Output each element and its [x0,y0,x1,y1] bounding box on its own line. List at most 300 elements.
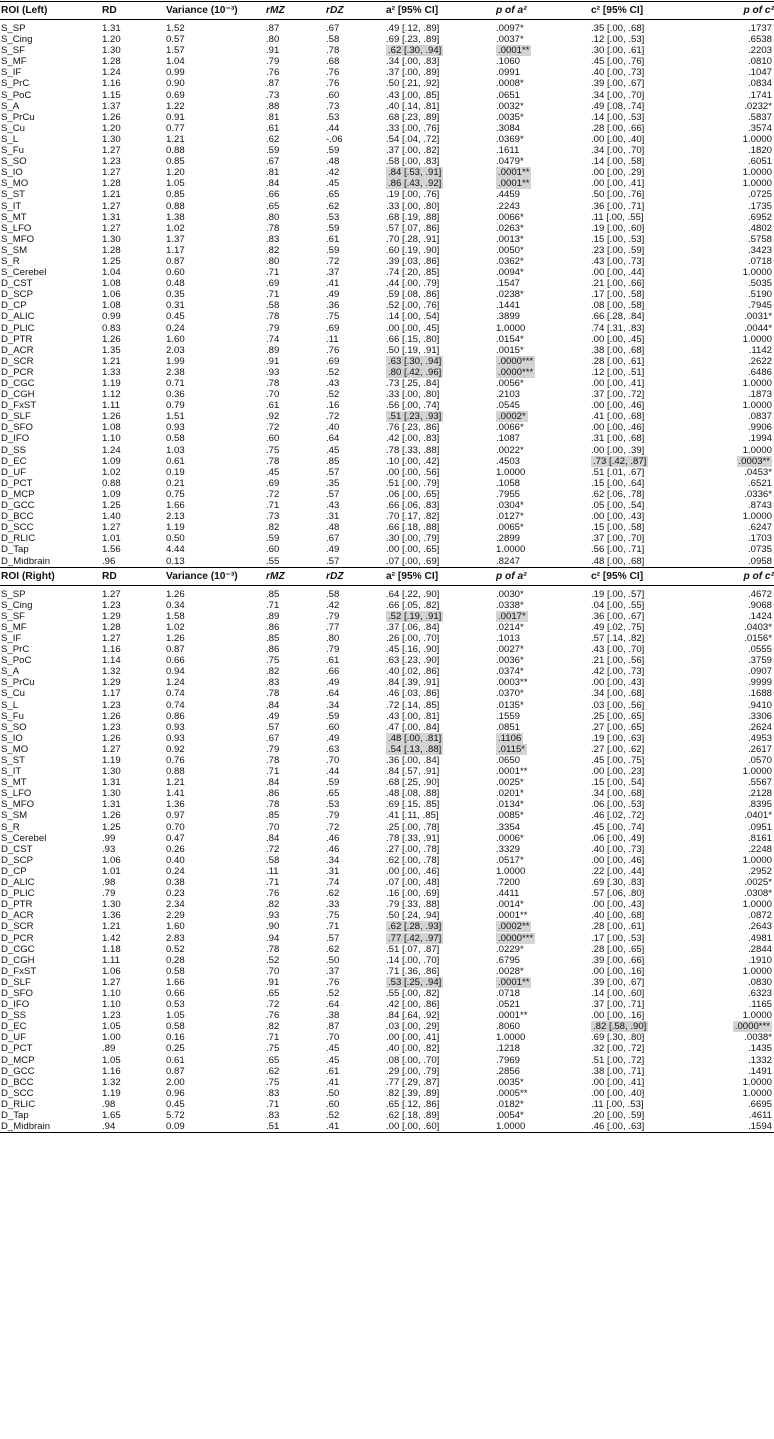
cell-p-a2 [495,921,590,932]
cell-a2-ci [385,977,495,988]
table-row [0,522,774,533]
cell-value: .64 [326,688,340,700]
cell-c2-ci [590,189,704,200]
cell-c2-ci [590,999,704,1010]
cell-rd [101,500,165,511]
cell-value: S_MF [1,56,27,68]
cell-roi [0,644,101,655]
cell-value: S_PrC [1,644,30,656]
cell-rmz [265,888,325,899]
cell-rdz [325,611,385,622]
cell-value: 1.25 [102,255,121,267]
cell-p-c2 [704,123,774,134]
cell-rmz [265,378,325,389]
cell-value: 0.34 [166,599,185,611]
cell-p-a2 [495,933,590,944]
cell-value: 1.0000 [742,333,772,345]
cell-rd [101,944,165,955]
table-row [0,888,774,899]
cell-variance [165,766,265,777]
cell-variance [165,988,265,999]
cell-value: .0517* [496,854,524,866]
cell-rdz [325,522,385,533]
cell-value: .87 [326,1021,340,1033]
cell-value: 1.0000 [742,1010,772,1022]
cell-value: D_PTR [1,899,33,911]
cell-c2-ci [590,201,704,212]
cell-roi [0,777,101,788]
cell-value: 0.28 [166,954,185,966]
cell-p-c2 [704,844,774,855]
cell-c2-ci [590,1021,704,1032]
cell-value: 1.09 [102,488,121,500]
cell-value: S_PrCu [1,111,35,123]
cell-value: S_MT [1,777,27,789]
cell-value: 1.09 [102,455,121,467]
table-row [0,622,774,633]
cell-rd [101,156,165,167]
cell-roi [0,56,101,67]
cell-value: .96 [102,555,116,567]
cell-c2-ci [590,134,704,145]
cell-value: .1703 [747,533,772,545]
cell-value: 1.21 [166,777,185,789]
cell-value: .28 [.00, .66] [591,122,645,134]
cell-value: .78 [.33, .88] [386,444,440,456]
cell-rmz [265,1066,325,1077]
cell-a2-ci [385,1066,495,1077]
cell-rmz [265,1121,325,1133]
cell-a2-ci [385,134,495,145]
cell-value: 0.36 [166,389,185,401]
cell-value: .23 [.00, .59] [591,244,645,256]
cell-value: .67 [266,156,280,168]
cell-rd [101,300,165,311]
column-header-rd: RD [101,2,165,20]
cell-c2-ci [590,145,704,156]
cell-variance [165,755,265,766]
cell-rmz [265,67,325,78]
table-row [0,910,774,921]
cell-value: 0.86 [166,710,185,722]
cell-value: D_FxST [1,965,37,977]
cell-value: 1.05 [102,1021,121,1033]
cell-c2-ci [590,356,704,367]
table-row [0,134,774,145]
cell-a2-ci [385,311,495,322]
cell-variance [165,877,265,888]
cell-value: .0338* [496,599,524,611]
cell-value: .15 [.00, .64] [591,477,645,489]
cell-roi [0,544,101,555]
cell-value: .76 [326,344,340,356]
cell-value: .60 [326,89,340,101]
cell-roi [0,556,101,568]
cell-value: 1.0000 [742,133,772,145]
cell-a2-ci [385,1043,495,1054]
cell-c2-ci [590,688,704,699]
cell-value: D_ALIC [1,877,35,889]
table-row [0,722,774,733]
cell-value: .0263* [496,222,524,234]
column-header-rd: RD [101,567,165,585]
cell-p-a2 [495,977,590,988]
cell-rmz [265,955,325,966]
cell-value: .79 [326,610,340,622]
cell-a2-ci [385,677,495,688]
cell-a2-ci [385,888,495,899]
cell-variance [165,810,265,821]
cell-c2-ci [590,799,704,810]
column-header-rmz: rMZ [265,567,325,585]
cell-rmz [265,622,325,633]
cell-value: D_PLIC [1,322,35,334]
cell-value: .37 [.00, .72] [591,389,645,401]
cell-rd [101,722,165,733]
cell-rdz [325,345,385,356]
cell-value: .0038* [744,1032,772,1044]
cell-rdz [325,711,385,722]
cell-a2-ci [385,45,495,56]
cell-value: .60 [.19, .90] [386,244,440,256]
table-row [0,478,774,489]
cell-c2-ci [590,289,704,300]
cell-a2-ci [385,1055,495,1066]
cell-value: .69 [.30, .83] [591,877,645,889]
cell-c2-ci [590,988,704,999]
table-row [0,788,774,799]
cell-rdz [325,822,385,833]
cell-a2-ci [385,1077,495,1088]
cell-value: .0951 [747,821,772,833]
cell-value: S_IF [1,632,22,644]
cell-value: .2203 [747,45,772,57]
table-row [0,234,774,245]
cell-rdz [325,877,385,888]
cell-p-c2 [704,944,774,955]
cell-value: .52 [326,389,340,401]
cell-rdz [325,278,385,289]
cell-rd [101,1055,165,1066]
cell-value: .72 [266,843,280,855]
cell-value: .0115* [498,743,526,755]
cell-rdz [325,267,385,278]
cell-value: D_SS [1,1010,27,1022]
cell-rmz [265,977,325,988]
cell-rd [101,356,165,367]
cell-value: D_PLIC [1,888,35,900]
cell-rmz [265,45,325,56]
cell-p-a2 [495,655,590,666]
cell-roi [0,677,101,688]
cell-rd [101,20,165,35]
cell-value: D_PCR [1,932,34,944]
table-row [0,367,774,378]
cell-value: .6051 [747,156,772,168]
cell-p-a2 [495,733,590,744]
cell-rdz [325,34,385,45]
cell-value: 1.21 [102,189,121,201]
cell-value: .63 [.30, .94] [388,355,442,367]
cell-value: S_IF [1,67,22,79]
cell-c2-ci [590,899,704,910]
cell-rdz [325,45,385,56]
cell-c2-ci [590,433,704,444]
cell-value: 1.02 [166,222,185,234]
cell-value: 0.87 [166,644,185,656]
cell-value: .48 [326,522,340,534]
cell-roi [0,533,101,544]
cell-value: .70 [266,965,280,977]
cell-value: .19 [.00, .76] [386,189,440,201]
cell-rd [101,700,165,711]
cell-variance [165,123,265,134]
cell-value: 1.27 [102,743,121,755]
cell-p-c2 [704,489,774,500]
cell-value: D_EC [1,455,27,467]
cell-value: 1.04 [166,56,185,68]
cell-value: .57 [266,721,280,733]
cell-c2-ci [590,234,704,245]
cell-value: D_EC [1,1021,27,1033]
cell-p-c2 [704,467,774,478]
cell-value: D_IFO [1,433,30,445]
cell-a2-ci [385,145,495,156]
cell-rd [101,456,165,467]
cell-p-a2 [495,999,590,1010]
cell-value: .6486 [747,366,772,378]
cell-p-a2 [495,422,590,433]
cell-value: S_R [1,821,20,833]
cell-value: .61 [266,400,280,412]
cell-value: .65 [266,200,280,212]
table-row [0,677,774,688]
cell-rdz [325,899,385,910]
cell-rdz [325,411,385,422]
cell-value: 0.48 [166,278,185,290]
cell-value: 0.24 [166,322,185,334]
cell-p-a2 [495,600,590,611]
cell-value: .83 [266,233,280,245]
cell-c2-ci [590,1055,704,1066]
cell-value: .70 [326,1032,340,1044]
cell-p-c2 [704,1055,774,1066]
table-row [0,733,774,744]
cell-rdz [325,123,385,134]
cell-rdz [325,167,385,178]
cell-value: .65 [266,1054,280,1066]
cell-rmz [265,389,325,400]
cell-variance [165,955,265,966]
cell-value: .57 [.14, .82] [591,632,645,644]
cell-value: 1.16 [102,1065,121,1077]
cell-value: .6247 [747,522,772,534]
cell-value: .58 [266,300,280,312]
cell-value: .49 [266,710,280,722]
cell-p-a2 [495,966,590,977]
cell-a2-ci [385,622,495,633]
cell-value: 1.0000 [496,544,526,556]
cell-value: .0718 [747,255,772,267]
cell-value: .58 [266,854,280,866]
cell-rmz [265,933,325,944]
cell-value: .3354 [496,821,521,833]
cell-rd [101,323,165,334]
cell-value: D_CP [1,865,27,877]
cell-rdz [325,112,385,123]
cell-rmz [265,201,325,212]
cell-roi [0,334,101,345]
cell-value: .3574 [747,122,772,134]
cell-roi [0,733,101,744]
cell-rdz [325,1066,385,1077]
cell-p-c2 [704,677,774,688]
cell-value: .0097* [496,23,524,34]
cell-value: .0369* [496,133,524,145]
cell-value: 1.22 [166,100,185,112]
cell-value: .0308* [744,888,772,900]
cell-rd [101,822,165,833]
table-row [0,1010,774,1021]
cell-p-a2 [495,311,590,322]
cell-value: .0837 [747,411,772,423]
cell-value: 1.33 [102,366,121,378]
cell-p-c2 [704,422,774,433]
cell-c2-ci [590,855,704,866]
cell-value: 0.97 [166,810,185,822]
cell-rdz [325,478,385,489]
roi-table [0,1,774,1133]
cell-rdz [325,1032,385,1043]
cell-value: .40 [326,422,340,434]
cell-p-c2 [704,212,774,223]
cell-value: .52 [.00, .76] [386,300,440,312]
cell-roi [0,744,101,755]
cell-value: .84 [266,832,280,844]
cell-value: .67 [326,533,340,545]
cell-value: .68 [.19, .88] [386,211,440,223]
cell-value: .36 [.00, .67] [591,610,645,622]
cell-value: 1.21 [102,921,121,933]
cell-value: .14 [.00, .58] [591,156,645,168]
cell-value: D_CP [1,300,27,312]
cell-rd [101,1099,165,1110]
cell-variance [165,389,265,400]
cell-value: .10 [.00, .42] [386,455,440,467]
cell-value: .2128 [747,788,772,800]
cell-variance [165,522,265,533]
cell-rd [101,1121,165,1133]
cell-a2-ci [385,334,495,345]
cell-p-c2 [704,766,774,777]
cell-value: 1.27 [102,222,121,234]
cell-rmz [265,855,325,866]
cell-a2-ci [385,389,495,400]
cell-value: .82 [266,522,280,534]
cell-value: S_PoC [1,89,32,101]
cell-variance [165,500,265,511]
cell-rd [101,833,165,844]
cell-value: .78 [.33, .91] [386,832,440,844]
cell-p-a2 [495,1055,590,1066]
table-row [0,334,774,345]
cell-a2-ci [385,300,495,311]
cell-p-c2 [704,910,774,921]
cell-value: .3759 [747,655,772,667]
cell-value: .0094* [496,267,524,279]
cell-value: .86 [.43, .92] [388,178,442,190]
cell-value: .0555 [747,644,772,656]
cell-c2-ci [590,556,704,568]
cell-roi [0,655,101,666]
cell-value: 0.61 [166,455,185,467]
cell-a2-ci [385,877,495,888]
cell-value: 1.01 [102,865,121,877]
cell-value: .41 [326,278,340,290]
cell-p-c2 [704,988,774,999]
cell-value: .71 [326,921,340,933]
cell-a2-ci [385,1121,495,1133]
cell-value: .19 [.00, .60] [591,222,645,234]
cell-p-c2 [704,633,774,644]
cell-c2-ci [590,367,704,378]
cell-variance [165,20,265,35]
cell-a2-ci [385,633,495,644]
cell-rdz [325,977,385,988]
cell-value: .1559 [496,710,521,722]
cell-value: .84 [.64, .92] [386,1010,440,1022]
cell-value: D_Midbrain [1,555,51,567]
cell-rdz [325,145,385,156]
cell-value: .64 [.22, .90] [386,588,440,600]
cell-p-a2 [495,788,590,799]
cell-p-c2 [704,178,774,189]
cell-value: .00 [.00, .65] [386,544,440,556]
cell-value: .08 [.00, .58] [591,300,645,312]
cell-value: .0001** [496,1010,528,1022]
cell-value: .0479* [496,156,524,168]
cell-value: .89 [102,1043,116,1055]
cell-p-c2 [704,234,774,245]
cell-value: .0135* [496,699,524,711]
cell-value: 1.11 [102,954,120,966]
cell-p-c2 [704,866,774,877]
cell-value: 1.08 [102,422,121,434]
cell-value: .12 [.00, .53] [591,34,645,46]
cell-c2-ci [590,1121,704,1133]
cell-value: .27 [.00, .65] [591,721,645,733]
cell-p-c2 [704,223,774,234]
cell-value: S_Cu [1,688,25,700]
cell-roi [0,1121,101,1133]
cell-value: .0035* [496,111,524,123]
cell-value: .0003** [496,677,528,689]
cell-rd [101,223,165,234]
cell-a2-ci [385,56,495,67]
cell-p-a2 [495,644,590,655]
cell-rd [101,1032,165,1043]
cell-value: .00 [.00, .45] [591,333,645,345]
cell-value: .6952 [747,211,772,223]
cell-p-a2 [495,700,590,711]
cell-value: 0.58 [166,965,185,977]
cell-value: 0.50 [166,533,185,545]
cell-value: .43 [.00, .85] [386,89,440,101]
cell-roi [0,145,101,156]
cell-c2-ci [590,1010,704,1021]
cell-p-c2 [704,323,774,334]
cell-c2-ci [590,445,704,456]
